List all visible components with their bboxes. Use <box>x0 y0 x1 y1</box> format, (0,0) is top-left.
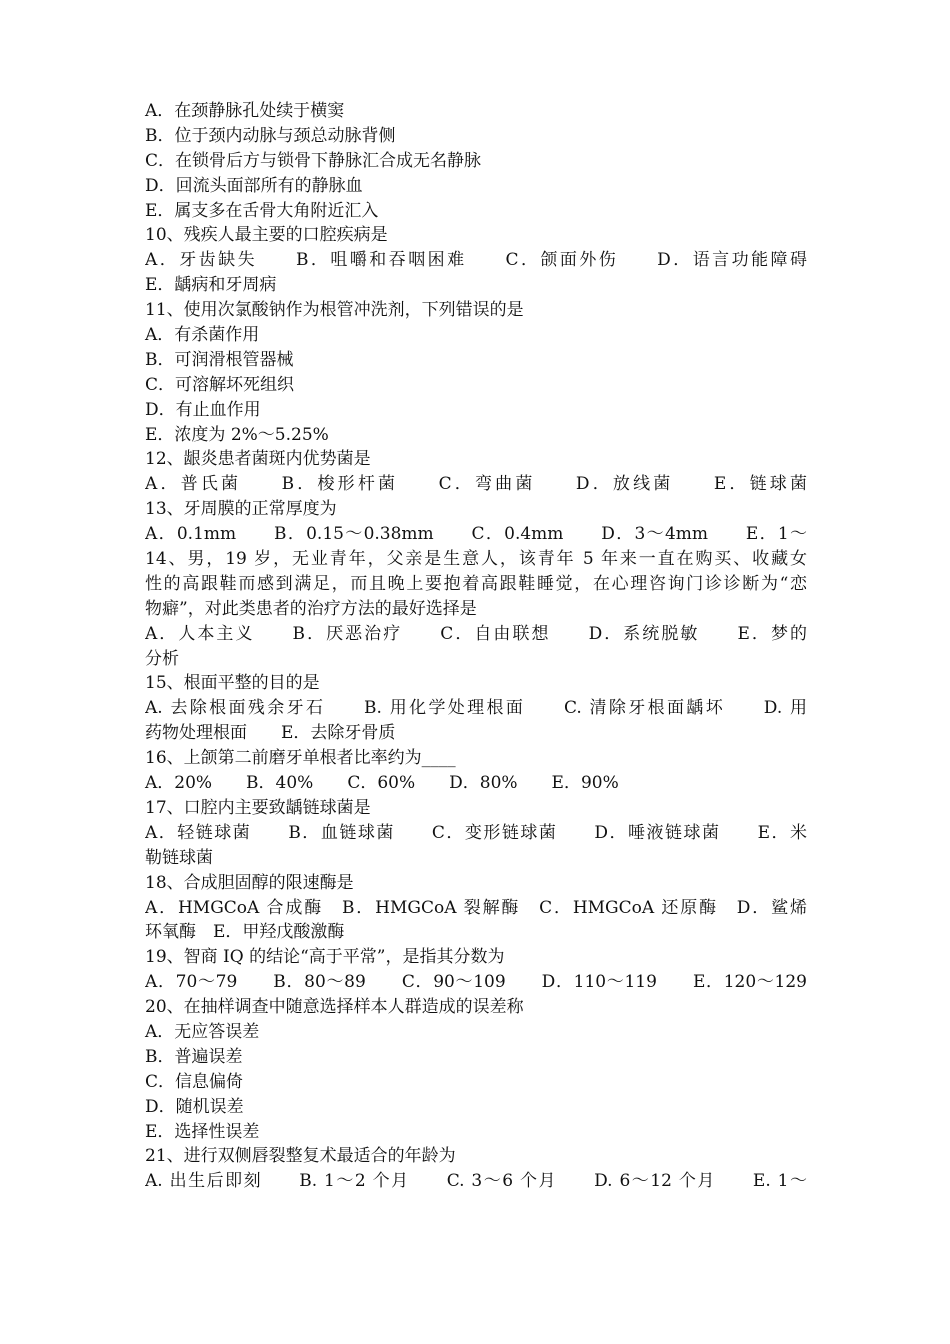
text-line: 10、残疾人最主要的口腔疾病是 <box>145 225 388 246</box>
text-line: E．属支多在舌骨大角附近汇入 <box>145 200 379 221</box>
text-line: A．牙齿缺失 B．咀嚼和吞咽困难 C．颌面外伤 D．语言功能障碍 <box>145 250 807 271</box>
text-line: A．20% B．40% C．60% D．80% E．90% <box>145 773 619 794</box>
text-line: D．有止血作用 <box>145 399 261 420</box>
text-line: 12、龈炎患者菌斑内优势菌是 <box>145 449 371 470</box>
text-line: A．HMGCoA 合成酶 B．HMGCoA 裂解酶 C．HMGCoA 还原酶 D．鲨烯 <box>145 897 807 918</box>
text-line: D．随机误差 <box>145 1096 244 1117</box>
text-line: 药物处理根面 E．去除牙骨质 <box>145 723 396 744</box>
text-line: 物癖”，对此类患者的治疗方法的最好选择是 <box>145 598 477 619</box>
text-line: 14、男，19 岁，无业青年，父亲是生意人，该青年 5 年来一直在购买、收藏女 <box>145 549 807 570</box>
text-line: B．可润滑根管器械 <box>145 349 294 370</box>
text-line: A．0.1mm B．0.15～0.38mm C．0.4mm D．3～4mm E．1～ <box>145 524 807 545</box>
text-line: B．位于颈内动脉与颈总动脉背侧 <box>145 125 396 146</box>
text-line: B．普遍误差 <box>145 1046 243 1067</box>
text-line: C．可溶解坏死组织 <box>145 374 295 395</box>
text-line: 性的高跟鞋而感到满足，而且晚上要抱着高跟鞋睡觉，在心理咨询门诊诊断为“恋 <box>145 573 807 594</box>
text-line: C．信息偏倚 <box>145 1071 244 1092</box>
text-line: 勒链球菌 <box>145 847 213 868</box>
text-line: 17、口腔内主要致龋链球菌是 <box>145 797 371 818</box>
text-line: A．无应答误差 <box>145 1021 260 1042</box>
text-line: 分析 <box>145 648 179 669</box>
text-line: A．有杀菌作用 <box>145 325 260 346</box>
text-line: 13、牙周膜的正常厚度为 <box>145 499 337 520</box>
text-line: 环氧酶 E．甲羟戊酸激酶 <box>145 922 345 943</box>
text-line: 21、进行双侧唇裂整复术最适合的年龄为 <box>145 1146 456 1167</box>
document-page <box>145 99 807 1194</box>
text-line: E．龋病和牙周病 <box>145 275 277 296</box>
text-line: A．轻链球菌 B．血链球菌 C．变形链球菌 D．唾液链球菌 E．米 <box>145 822 807 843</box>
text-line: D．回流头面部所有的静脉血 <box>145 175 363 196</box>
text-line: 18、合成胆固醇的限速酶是 <box>145 872 354 893</box>
text-line: E．浓度为 2%～5.25% <box>145 424 329 445</box>
text-line: A．在颈静脉孔处续于横窦 <box>145 101 345 121</box>
text-line: A. 去除根面残余牙石 B. 用化学处理根面 C. 清除牙根面龋坏 D. 用 <box>145 698 807 719</box>
text-line: 11、使用次氯酸钠作为根管冲洗剂，下列错误的是 <box>145 300 524 321</box>
text-line: C．在锁骨后方与锁骨下静脉汇合成无名静脉 <box>145 150 482 171</box>
text-line: A．普氏菌 B．梭形杆菌 C．弯曲菌 D．放线菌 E．链球菌 <box>145 474 807 495</box>
text-line: A. 出生后即刻 B. 1～2 个月 C. 3～6 个月 D. 6～12 个月 E. 1～ <box>145 1171 807 1192</box>
text-line: 15、根面平整的目的是 <box>145 673 320 694</box>
text-line: 16、上颌第二前磨牙单根者比率约为____ <box>145 748 456 769</box>
text-line: A．人本主义 B．厌恶治疗 C．自由联想 D．系统脱敏 E．梦的 <box>145 623 807 644</box>
text-line: A．70～79 B．80～89 C．90～109 D．110～119 E．120～129 <box>145 972 807 993</box>
text-line: 20、在抽样调查中随意选择样本人群造成的误差称 <box>145 997 524 1018</box>
text-line: E．选择性误差 <box>145 1121 260 1142</box>
text-line: 19、智商 IQ 的结论“高于平常”，是指其分数为 <box>145 947 505 968</box>
